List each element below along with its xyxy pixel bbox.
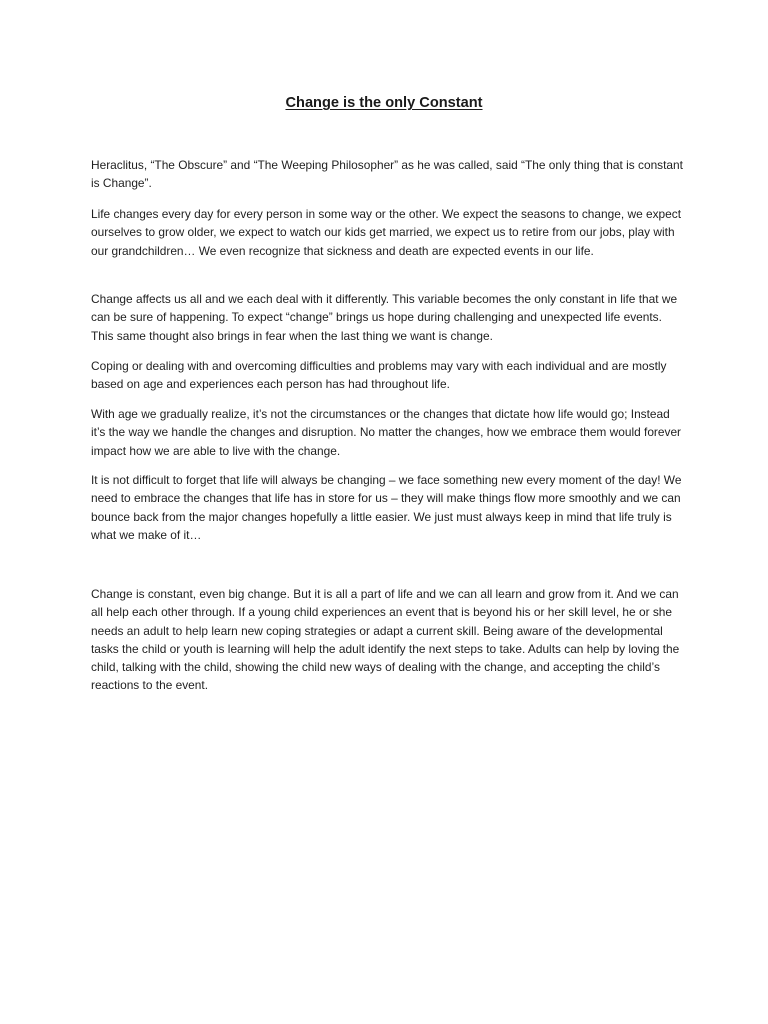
- paragraph-change-is-constant: Change is constant, even big change. But it is all a part of life and we can all learn and grow from it. And we can all help each other through. If a young child experiences an event that is beyond his or her skill level, he or she needs an adult to help learn new coping strategies or adapt a current skill. Being aware of the developmental tasks the child or youth is learning will help the adult identify the next steps to take. Adults can help by loving the child, talking with the child, showing the child new ways of dealing with the change, and accepting the child’s reactions to the event.: [91, 587, 680, 693]
- paragraph-coping: Coping or dealing with and overcoming difficulties and problems may vary with each individual and are mostly based on age and experiences each person has had throughout life.: [91, 359, 667, 392]
- paragraph-heraclitus-quote: Heraclitus, “The Obscure” and “The Weeping Philosopher” as he was called, said “The only thing that is constant is Change”.: [91, 158, 683, 191]
- paragraph-always-changing: It is not difficult to forget that life will always be changing – we face something new every moment of the day! We need to embrace the changes that life has in store for us – they will make things flow more smoothly and we can bounce back from the major changes hopefully a little easier. We just must always keep in mind that life truly is what we make of it…: [91, 473, 682, 542]
- paragraph-with-age: With age we gradually realize, it’s not the circumstances or the changes that dictate how life would go; Instead it’s the way we handle the changes and disruption. No matter the changes, how we embrace them would forever impact how we are able to live with the change.: [91, 407, 682, 458]
- paragraph-life-changes: Life changes every day for every person in some way or the other. We expect the seasons to change, we expect ourselves to grow older, we expect to watch our kids get married, we expect us to retire from our jobs, play with our grandchildren… We even recognize that sickness and death are expected events in our life.: [91, 207, 682, 258]
- paragraph-change-affects-us: Change affects us all and we each deal with it differently. This variable becomes the only constant in life that we can be sure of happening. To expect “change” brings us hope during challenging and unexpected life events. This same thought also brings in fear when the last thing we want is change.: [91, 292, 678, 343]
- document-title: Change is the only Constant: [285, 95, 483, 111]
